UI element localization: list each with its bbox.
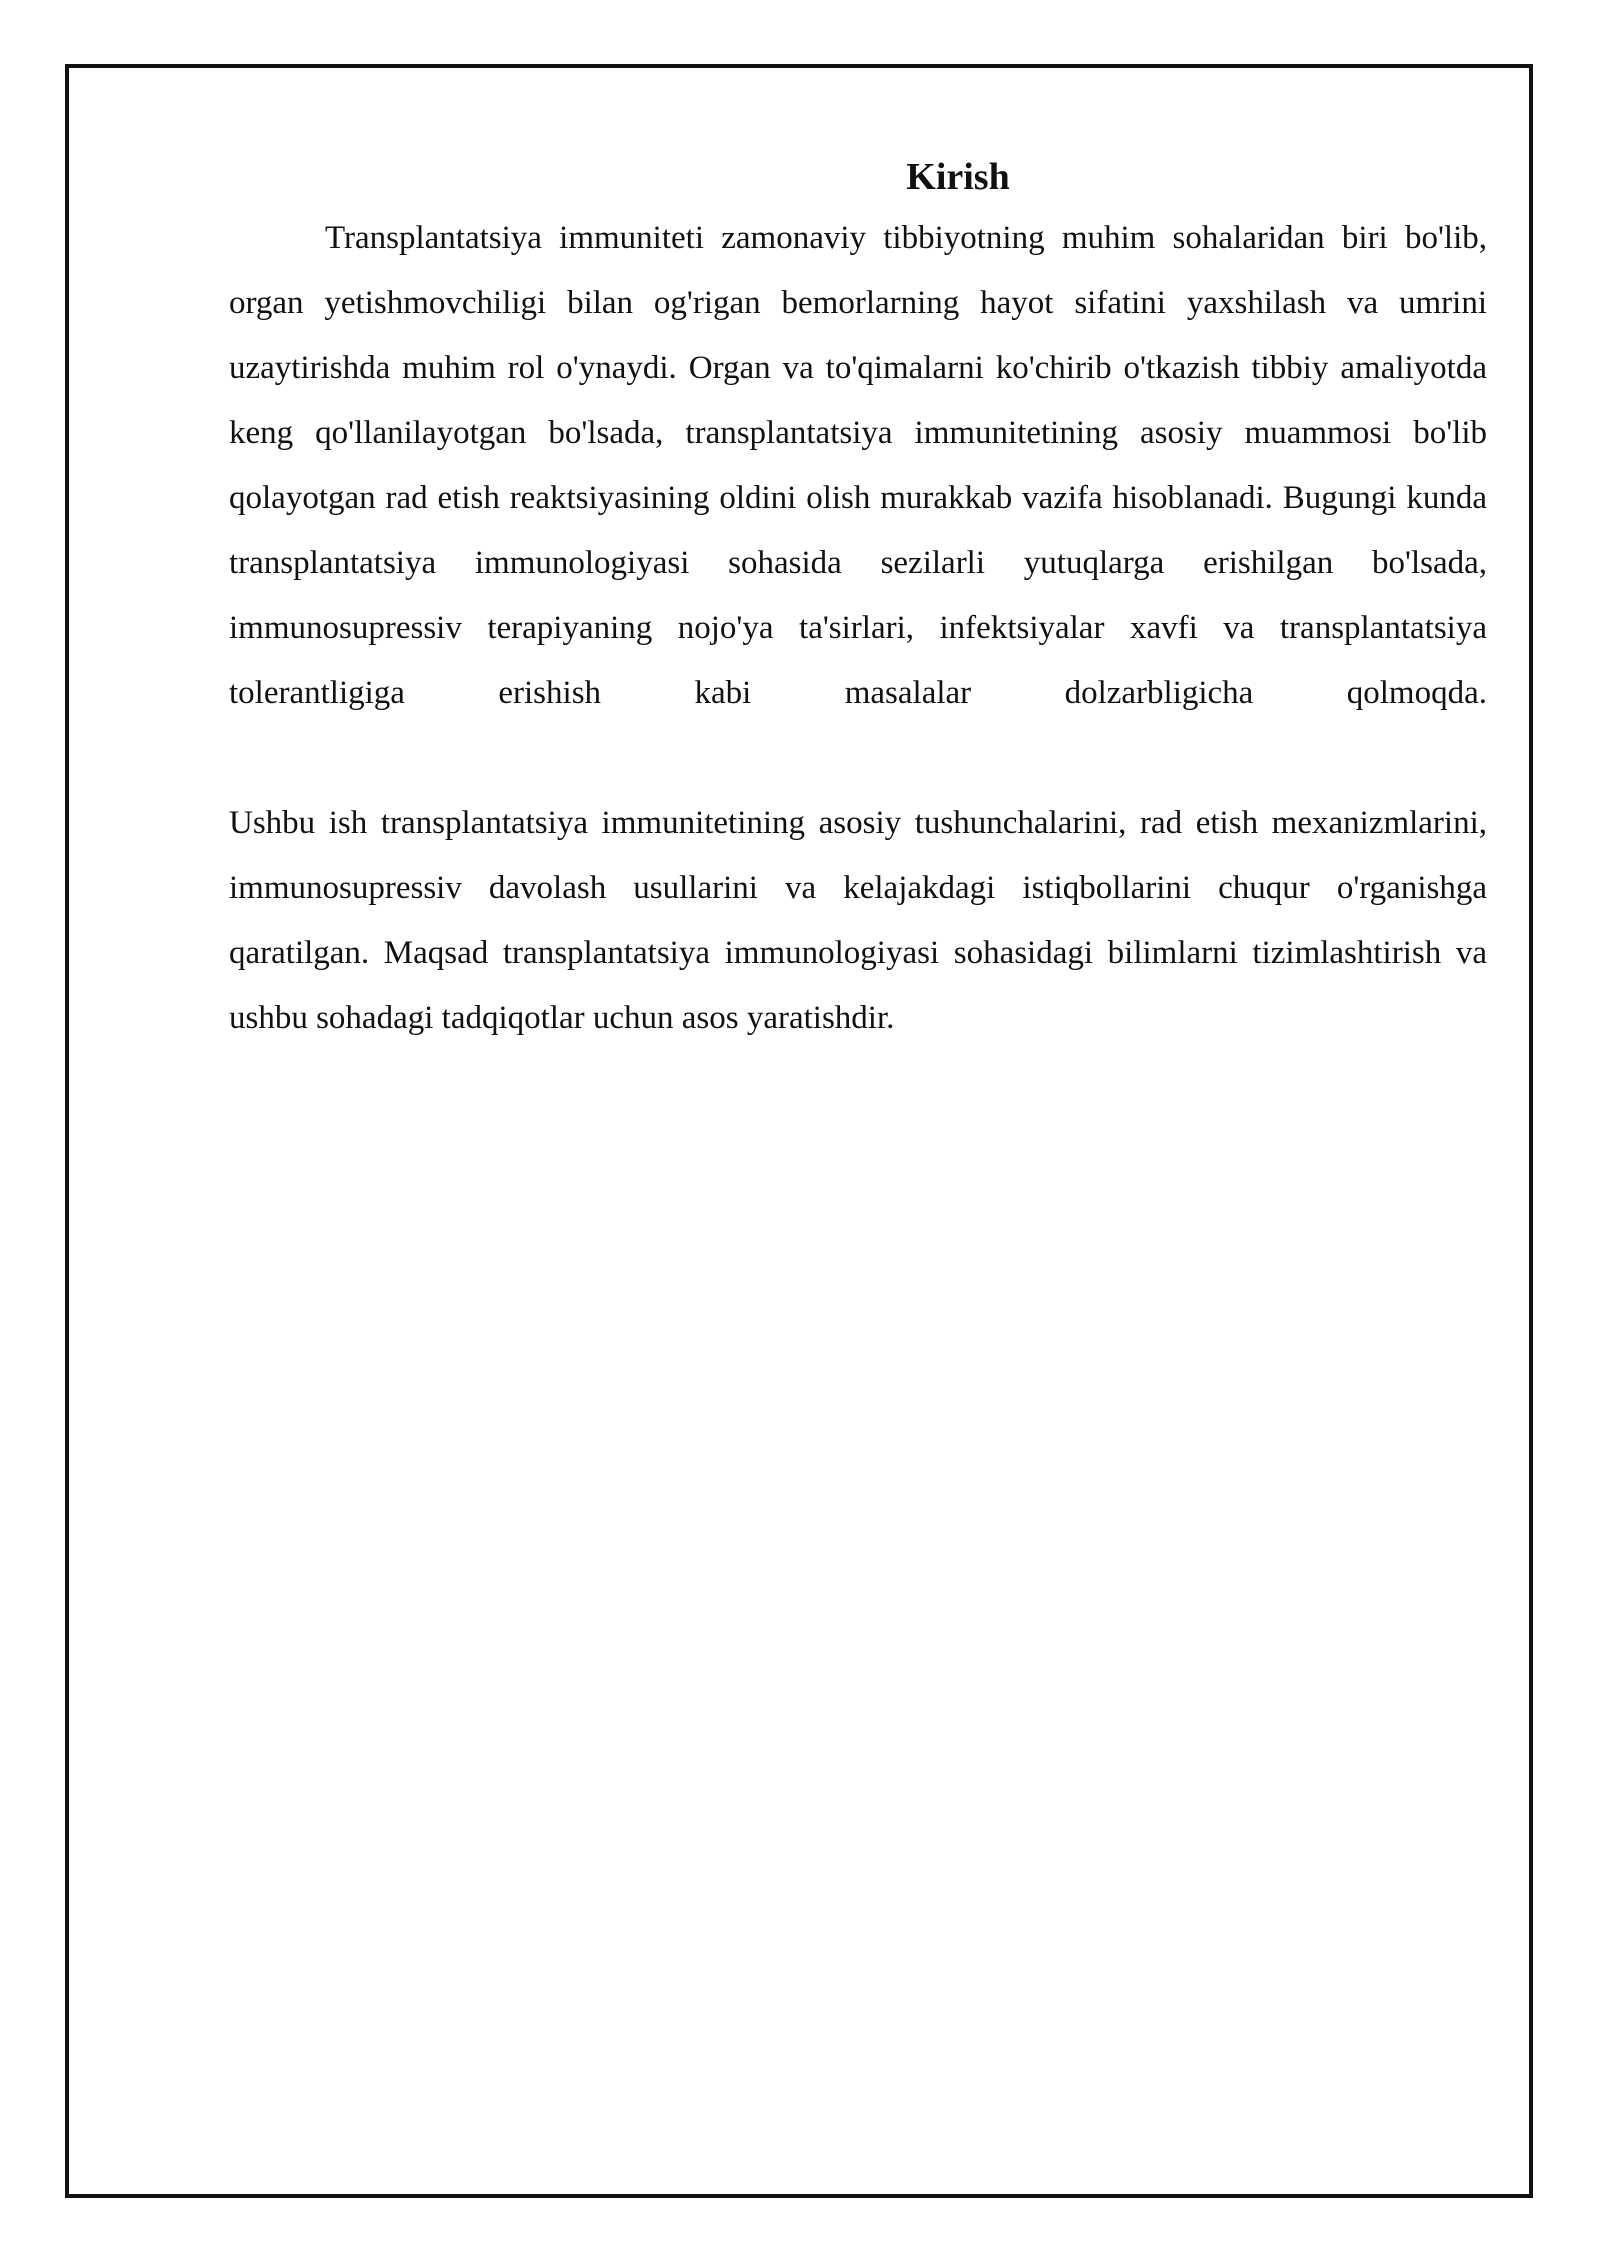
paragraph-spacer xyxy=(229,726,1487,791)
document-title: Kirish xyxy=(906,156,1010,198)
document-body xyxy=(229,148,1487,1051)
intro-paragraph-1: Transplantatsiya immuniteti zamonaviy tibbiyotning muhim sohalaridan biri bo'lib, organ yetishmovchiligi bilan og'rigan bemorlarning hayot sifatini yaxshilash va umrini uzaytirishda muhim rol o'ynaydi. Organ va to'qimalarni ko'chirib o'tkazish tibbiy amaliyotda keng qo'llanilayotgan bo'lsada, transplantatsiya immunitetining asosiy muammosi bo'lib qolayotgan rad etish reaktsiyasining oldini olish murakkab vazifa hisoblanadi. Bugungi kunda transplantatsiya immunologiyasi sohasida sezilarli yutuqlarga erishilgan bo'lsada, immunosupressiv terapiyaning nojo'ya ta'sirlari, infektsiyalar xavfi va transplantatsiya tolerantligiga erishish kabi masalalar dolzarbligicha qolmoqda. xyxy=(229,220,1487,711)
intro-paragraph-2: Ushbu ish transplantatsiya immunitetining asosiy tushunchalarini, rad etish mexanizmlarini, immunosupressiv davolash usullarini va kelajakdagi istiqbollarini chuqur o'rganishga qaratilgan. Maqsad transplantatsiya immunologiyasi sohasidagi bilimlarni tizimlashtirish va ushbu sohadagi tadqiqotlar uchun asos yaratishdir. xyxy=(229,805,1487,1036)
